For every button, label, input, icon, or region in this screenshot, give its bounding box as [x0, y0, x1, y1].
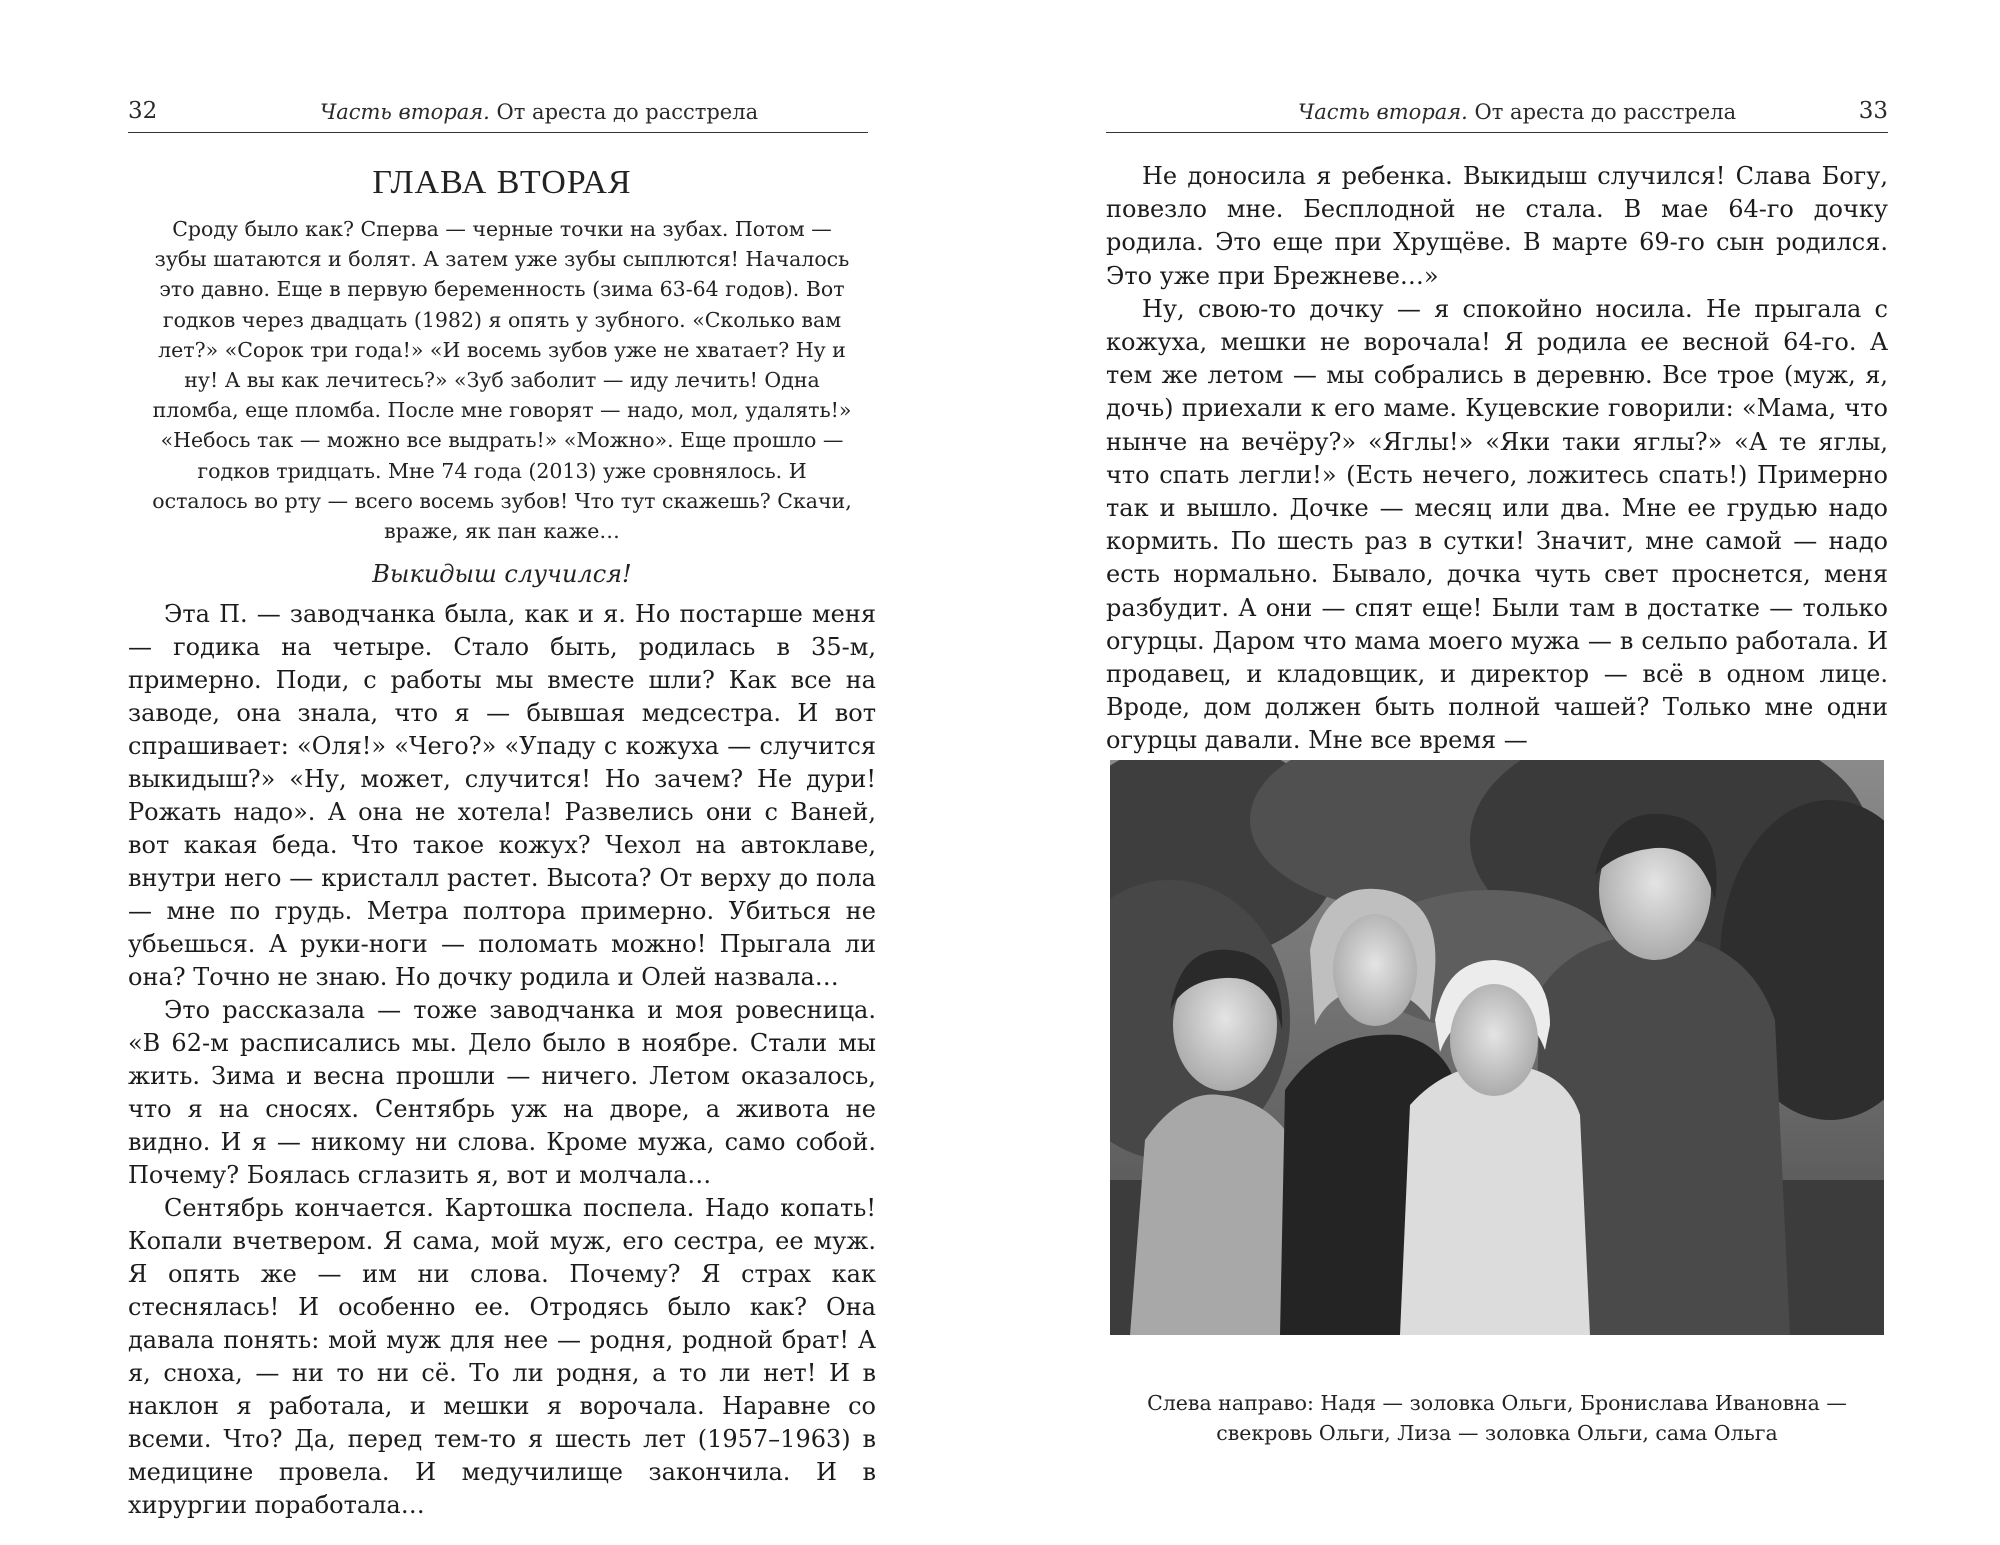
running-header-right	[1106, 94, 1888, 134]
page-number-left: 32	[128, 98, 158, 124]
page-number-right: 33	[1858, 98, 1888, 124]
paragraph: Ну, свою-то дочку — я спокойно носила. Не прыгала с кожуха, мешки не ворочала! Я родила ее весной 64-го. А тем же летом — мы собрались в деревню. Все трое (муж, я, дочь) приехали к его маме. Куцевские говорили: «Мама, что нынче на вечёру?» «Яглы!» «Яки таки яглы?» «А те яглы, что спать легли!» (Есть нечего, ложитесь спать!) Примерно так и вышло. Дочке — месяц или два. Мне ее грудью надо кормить. По шесть раз в сутки! Значит, мне самой — надо есть нормально. Бывало, дочка чуть свет проснется, меня разбудит. А они — спят еще! Были там в достатке — только огурцы. Даром что мама моего мужа — в сельпо работала. И продавец, и кладовщик, и директор — всё в одном лице. Вроде, дом должен быть полной чашей? Только мне одни огурцы давали. Мне все время —	[1106, 294, 1888, 755]
right-page	[1000, 0, 2000, 1545]
paragraph: Это рассказала — тоже заводчанка и моя ровесница. «В 62-м расписались мы. Дело было в ноябре. Стали мы жить. Зима и весна прошли — ничего. Летом оказалось, что я на сносях. Сентябрь уж на дворе, а живота не видно. И я — никому ни слова. Кроме мужа, само собой. Почему? Боялась сглазить я, вот и молчала…	[128, 996, 876, 1190]
epigraph: Сроду было как? Сперва — черные точки на зубах. Потом — зубы шатаются и болят. А затем уже зубы сыплются! Началось это давно. Еще в первую беременность (зима 63-64 годов). Вот годков через двадцать (1982) я опять у зубного. «Сколько вам лет?» «Сорок три года!» «И восемь зубов уже не хватает? Ну и ну! А вы как лечитесь?» «Зуб заболит — иду лечить! Одна пломба, еще пломба. После мне говорят — надо, мол, удалять!» «Небось так — можно все выдрать!» «Можно». Еще прошло — годков тридцать. Мне 74 года (2013) уже сровнялось. И осталось во рту — всего восемь зубов! Что тут скажешь? Скачи, враже, як пан каже…	[152, 217, 852, 544]
running-header-left	[128, 94, 868, 134]
paragraph: Сентябрь кончается. Картошка поспела. Надо копать! Копали вчетвером. Я сама, мой муж, его сестра, ее муж. Я опять же — им ни слова. Почему? Я страх как стеснялась! И особенно ее. Отродясь было как? Она давала понять: мой муж для нее — родня, родной брат! А я, сноха, — ни то ни сё. То ли родня, а то ли нет! И в наклон я работала, и мешки я ворочала. Наравне со всеми. Что? Да, перед тем-то я шесть лет (1957–1963) в медицине провела. И медучилище закончила. И в хирургии поработала…	[128, 1194, 876, 1520]
header-rule-right	[1106, 132, 1888, 133]
photo-illustration	[1110, 760, 1884, 1335]
paragraph: Не доносила я ребенка. Выкидыш случился! Слава Богу, повезло мне. Бесплодной не стала. В мае 64-го дочку родила. Это еще при Хрущёве. В марте 69-го сын родился. Это уже при Брежневе…»	[1106, 162, 1888, 290]
header-rule-left	[128, 132, 868, 133]
chapter-title: ГЛАВА ВТОРАЯ	[372, 164, 632, 201]
section-subheading: Выкидыш случился!	[372, 560, 632, 589]
group-photo	[1110, 760, 1884, 1335]
text-column-right	[1106, 160, 1888, 758]
text-column-left	[128, 160, 876, 1522]
photo-caption: Слева направо: Надя — золовка Ольги, Бронислава Ивановна — свекровь Ольги, Лиза — золовка Ольги, сама Ольга	[1147, 1391, 1847, 1445]
running-head-title-right: Часть вторая. От ареста до расстрела	[1298, 100, 1737, 124]
running-head-title-left: Часть вторая. От ареста до расстрела	[320, 100, 759, 124]
paragraph: Эта П. — заводчанка была, как и я. Но постарше меня — годика на четыре. Стало быть, родилась в 35-м, примерно. Поди, с работы мы вместе шли? Как все на заводе, она знала, что я — бывшая медсестра. И вот спрашивает: «Оля!» «Чего?» «Упаду с кожуха — случится выкидыш?» «Ну, может, случится! Но зачем? Не дури! Рожать надо». А она не хотела! Развелись они с Ваней, вот какая беда. Что такое кожух? Чехол на автоклаве, внутри него — кристалл растет. Высота? От верху до пола — мне по грудь. Метра полтора примерно. Убиться не убьешься. А руки-ноги — поломать можно! Прыгала ли она? Точно не знаю. Но дочку родила и Олей назвала…	[128, 600, 876, 992]
